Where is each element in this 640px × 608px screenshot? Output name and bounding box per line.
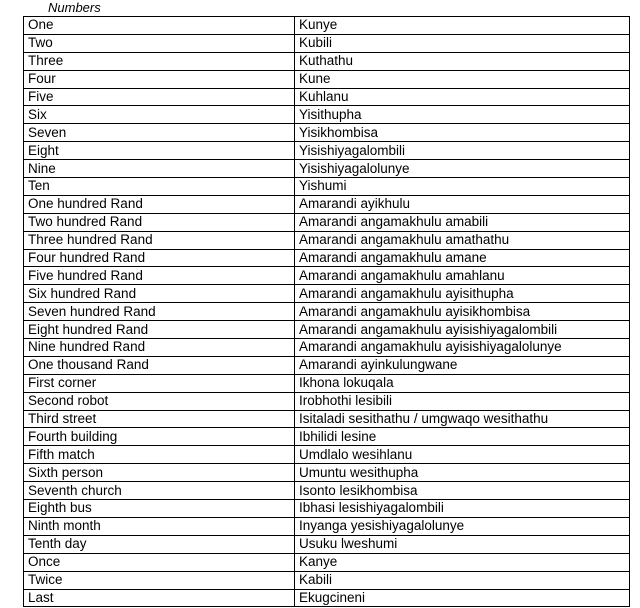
english-cell: Eight: [24, 142, 295, 160]
table-row: [24, 589, 630, 607]
english-cell: Two hundred Rand: [24, 213, 295, 231]
english-cell: One thousand Rand: [24, 356, 295, 374]
english-cell: Nine: [24, 160, 295, 178]
table-row: [24, 428, 630, 446]
zulu-cell: Irobhothi lesibili: [295, 392, 630, 410]
english-cell: One hundred Rand: [24, 195, 295, 213]
english-cell: Sixth person: [24, 464, 295, 482]
zulu-cell: Kubili: [295, 34, 630, 52]
english-cell: Three hundred Rand: [24, 231, 295, 249]
table-row: [24, 267, 630, 285]
zulu-cell: Usuku lweshumi: [295, 535, 630, 553]
english-cell: Eighth bus: [24, 500, 295, 518]
english-cell: Four: [24, 70, 295, 88]
english-cell: Third street: [24, 410, 295, 428]
zulu-cell: Kabili: [295, 571, 630, 589]
table-row: [24, 410, 630, 428]
english-cell: Six hundred Rand: [24, 285, 295, 303]
zulu-cell: Ekugcineni: [295, 589, 630, 607]
english-cell: Fourth building: [24, 428, 295, 446]
english-cell: One: [24, 17, 295, 35]
zulu-cell: Umdlalo wesihlanu: [295, 446, 630, 464]
zulu-cell: Amarandi angamakhulu amabili: [295, 213, 630, 231]
table-row: [24, 52, 630, 70]
english-cell: First corner: [24, 374, 295, 392]
table-row: [24, 124, 630, 142]
zulu-cell: Amarandi angamakhulu amathathu: [295, 231, 630, 249]
document-title: Numbers: [48, 0, 101, 15]
table-row: [24, 482, 630, 500]
zulu-cell: Inyanga yesishiyagalolunye: [295, 517, 630, 535]
english-cell: Fifth match: [24, 446, 295, 464]
zulu-cell: Kune: [295, 70, 630, 88]
english-cell: Four hundred Rand: [24, 249, 295, 267]
table-row: [24, 106, 630, 124]
table-row: [24, 571, 630, 589]
zulu-cell: Kuhlanu: [295, 88, 630, 106]
zulu-cell: Ibhilidi lesine: [295, 428, 630, 446]
table-row: [24, 392, 630, 410]
zulu-cell: Ikhona lokuqala: [295, 374, 630, 392]
zulu-cell: Yisikhombisa: [295, 124, 630, 142]
english-cell: Ninth month: [24, 517, 295, 535]
english-cell: Eight hundred Rand: [24, 321, 295, 339]
table-row: [24, 231, 630, 249]
english-cell: Five: [24, 88, 295, 106]
zulu-cell: Isitaladi sesithathu / umgwaqo wesithathu: [295, 410, 630, 428]
zulu-cell: Kuthathu: [295, 52, 630, 70]
table-row: [24, 446, 630, 464]
zulu-cell: Amarandi angamakhulu ayisishiyagalombili: [295, 321, 630, 339]
zulu-cell: Yishumi: [295, 178, 630, 196]
table-row: [24, 464, 630, 482]
zulu-cell: Umuntu wesithupha: [295, 464, 630, 482]
english-cell: Once: [24, 553, 295, 571]
table-row: [24, 517, 630, 535]
table-row: [24, 285, 630, 303]
zulu-cell: Yisishiyagalombili: [295, 142, 630, 160]
zulu-cell: Amarandi angamakhulu ayisishiyagalolunye: [295, 339, 630, 357]
english-cell: Last: [24, 589, 295, 607]
english-cell: Seven: [24, 124, 295, 142]
english-cell: Three: [24, 52, 295, 70]
english-cell: Nine hundred Rand: [24, 339, 295, 357]
zulu-cell: Amarandi angamakhulu amane: [295, 249, 630, 267]
english-cell: Six: [24, 106, 295, 124]
zulu-cell: Yisithupha: [295, 106, 630, 124]
zulu-cell: Amarandi angamakhulu ayisikhombisa: [295, 303, 630, 321]
zulu-cell: Kanye: [295, 553, 630, 571]
table-row: [24, 535, 630, 553]
table-row: [24, 321, 630, 339]
table-row: [24, 339, 630, 357]
table-row: [24, 213, 630, 231]
english-cell: Second robot: [24, 392, 295, 410]
table-row: [24, 160, 630, 178]
table-row: [24, 500, 630, 518]
table-row: [24, 70, 630, 88]
table-row: [24, 249, 630, 267]
table-row: [24, 374, 630, 392]
zulu-cell: Amarandi ayinkulungwane: [295, 356, 630, 374]
table-row: [24, 142, 630, 160]
english-cell: Twice: [24, 571, 295, 589]
zulu-cell: Amarandi ayikhulu: [295, 195, 630, 213]
vocabulary-table: [23, 16, 630, 607]
table-row: [24, 356, 630, 374]
table-row: [24, 34, 630, 52]
zulu-cell: Kunye: [295, 17, 630, 35]
english-cell: Seventh church: [24, 482, 295, 500]
zulu-cell: Isonto lesikhombisa: [295, 482, 630, 500]
vocabulary-table-body: [24, 17, 630, 607]
english-cell: Two: [24, 34, 295, 52]
english-cell: Seven hundred Rand: [24, 303, 295, 321]
english-cell: Tenth day: [24, 535, 295, 553]
zulu-cell: Ibhasi lesishiyagalombili: [295, 500, 630, 518]
table-row: [24, 195, 630, 213]
zulu-cell: Amarandi angamakhulu ayisithupha: [295, 285, 630, 303]
zulu-cell: Amarandi angamakhulu amahlanu: [295, 267, 630, 285]
zulu-cell: Yisishiyagalolunye: [295, 160, 630, 178]
table-row: [24, 88, 630, 106]
table-row: [24, 303, 630, 321]
table-row: [24, 17, 630, 35]
table-row: [24, 178, 630, 196]
english-cell: Five hundred Rand: [24, 267, 295, 285]
table-row: [24, 553, 630, 571]
english-cell: Ten: [24, 178, 295, 196]
